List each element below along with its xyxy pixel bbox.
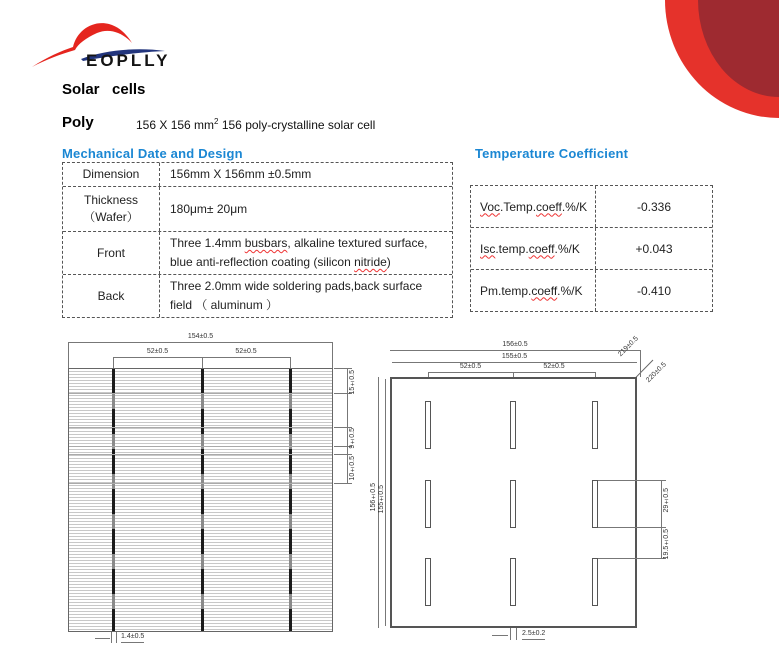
temperature-section-heading: Temperature Coefficient xyxy=(475,146,629,161)
dim-line xyxy=(390,350,640,351)
extension-line xyxy=(202,357,203,368)
mech-row-value xyxy=(160,275,452,317)
dim-line xyxy=(428,372,513,373)
value-line xyxy=(170,277,452,296)
busbar xyxy=(112,369,115,631)
back-pad-gap-label: 19.5±0.5 xyxy=(663,529,670,560)
subtitle-superscript: 2 xyxy=(214,117,219,126)
front-pitch-right-label: 52±0.5 xyxy=(235,348,257,355)
temperature-coefficient-table xyxy=(470,185,713,312)
mech-row-value xyxy=(160,187,452,231)
tick-line xyxy=(598,480,666,481)
value-line xyxy=(170,253,452,272)
extension-line xyxy=(111,632,112,643)
dim-line xyxy=(113,357,202,358)
soldering-pad xyxy=(592,558,598,606)
front-view-drawing xyxy=(55,333,367,653)
soldering-pad xyxy=(425,480,431,528)
text-segment: .%/K xyxy=(557,283,583,298)
temp-row-label xyxy=(471,228,596,269)
mech-row-label xyxy=(63,163,160,186)
label-line: Back xyxy=(97,288,125,303)
page-title: Solar cells xyxy=(62,81,146,98)
misspelled-word: coeff xyxy=(531,283,558,298)
company-logo xyxy=(25,5,185,77)
text-segment: 180μm± 20μm xyxy=(170,201,248,216)
temp-row-label xyxy=(471,270,596,311)
soldering-pad xyxy=(510,480,516,528)
tick-line xyxy=(334,483,352,484)
product-type-label: Poly xyxy=(62,114,94,131)
temp-row-value: -0.410 xyxy=(636,283,672,298)
misspelled-word: Voc xyxy=(480,199,501,214)
arrow-line xyxy=(95,638,110,639)
back-pitch-left-label: 52±0.5 xyxy=(459,363,482,370)
back-pad-length-label: 29±0.5 xyxy=(663,488,670,513)
subtitle-text-2: 156 poly-crystalline solar cell xyxy=(218,118,376,132)
back-pad-width-label: 2.5±0.2 xyxy=(522,630,545,640)
soldering-pad xyxy=(510,401,516,449)
back-print-width-label: 155±0.5 xyxy=(501,353,528,360)
back-total-height-label: 156±0.5 xyxy=(370,483,377,512)
busbar xyxy=(201,369,204,631)
mech-row-value xyxy=(160,232,452,274)
back-pitch-right-label: 52±0.5 xyxy=(543,363,565,370)
misspelled-word: coeff xyxy=(536,199,562,214)
text-segment: , alkaline textured surface, xyxy=(287,236,428,250)
value-line xyxy=(170,234,452,253)
front-pitch-left-label: 52±0.5 xyxy=(146,348,169,355)
temp-table-row xyxy=(471,227,712,269)
front-total-width-label: 154±0.5 xyxy=(187,333,214,340)
front-seg-b-label: 9±0.5 xyxy=(349,428,356,449)
dim-line xyxy=(347,368,348,483)
front-busbar-width-label: 1.4±0.5 xyxy=(121,633,144,643)
back-diagonal-a-label: 219±0.5 xyxy=(617,335,640,358)
extension-line xyxy=(510,628,511,640)
mech-table-row xyxy=(63,274,452,317)
mechanical-section-heading: Mechanical Date and Design xyxy=(62,146,243,161)
extension-line xyxy=(68,342,69,368)
mech-table-row xyxy=(63,163,452,186)
mech-table-row xyxy=(63,186,452,231)
temp-row-value: +0.043 xyxy=(635,241,673,256)
label-line: Thickness xyxy=(83,193,139,207)
misspelled-word: busbars xyxy=(244,236,288,250)
temp-row-value: -0.336 xyxy=(636,199,672,214)
extension-line xyxy=(640,350,641,377)
arrow-line xyxy=(492,635,508,636)
segment-band xyxy=(69,483,332,484)
text-segment: Pm.temp. xyxy=(480,283,532,298)
value-line xyxy=(170,165,452,184)
dim-line xyxy=(513,372,595,373)
back-diagonal-b-label: 220±0.5 xyxy=(645,361,668,384)
soldering-pad xyxy=(592,480,598,528)
segment-band xyxy=(69,393,332,394)
soldering-pad xyxy=(592,401,598,449)
soldering-pad xyxy=(425,401,431,449)
soldering-pad xyxy=(425,558,431,606)
misspelled-word: nitride xyxy=(354,255,387,269)
text-segment: .temp. xyxy=(495,241,529,256)
segment-band xyxy=(69,446,332,447)
value-line xyxy=(170,200,452,219)
front-seg-c-label: 10±0.5 xyxy=(349,456,356,481)
back-total-width-label: 156±0.5 xyxy=(502,341,528,348)
text-segment: .Temp. xyxy=(500,199,537,214)
label-line: Front xyxy=(96,245,125,260)
mechanical-data-table xyxy=(62,162,453,318)
misspelled-word: Isc xyxy=(480,241,496,256)
extension-line xyxy=(116,632,117,643)
value-line xyxy=(170,296,452,315)
extension-line xyxy=(113,357,114,368)
extension-line xyxy=(332,342,333,368)
temp-table-row xyxy=(471,186,712,227)
temp-row-label xyxy=(471,186,596,227)
logo-wordmark: EOPLLY xyxy=(86,51,171,70)
mech-row-label xyxy=(63,275,160,317)
dim-line xyxy=(68,342,333,343)
tick-line xyxy=(598,527,666,528)
extension-line xyxy=(516,628,517,640)
mech-table-row xyxy=(63,231,452,274)
text-segment: Three 2.0mm wide soldering pads,back surface xyxy=(170,279,423,293)
segment-band xyxy=(69,427,332,428)
mech-row-label xyxy=(63,232,160,274)
product-subtitle xyxy=(136,117,375,132)
dim-line xyxy=(661,480,662,558)
text-segment: 156mm X 156mm ±0.5mm xyxy=(170,167,312,181)
text-segment: Three 1.4mm xyxy=(170,236,245,250)
temp-table-row xyxy=(471,269,712,311)
tick-line xyxy=(598,558,666,559)
back-print-height-label: 155±0.5 xyxy=(378,485,385,514)
mech-row-label xyxy=(63,187,160,231)
subtitle-text: 156 X 156 mm xyxy=(136,118,215,132)
text-segment: blue anti-reflection coating (silicon xyxy=(170,255,355,269)
busbar xyxy=(289,369,292,631)
text-segment: .%/K xyxy=(561,199,588,214)
dim-line xyxy=(202,357,290,358)
label-line: Dimension xyxy=(82,167,140,181)
text-segment: field （ aluminum ） xyxy=(170,298,279,312)
segment-band xyxy=(69,454,332,455)
mech-row-value xyxy=(160,163,452,186)
text-segment: ) xyxy=(386,255,391,269)
soldering-pad xyxy=(510,558,516,606)
front-seg-a-label: 15±0.5 xyxy=(349,370,356,395)
label-line: （Wafer） xyxy=(83,210,139,224)
misspelled-word: coeff xyxy=(528,241,555,256)
extension-line xyxy=(290,357,291,368)
back-view-drawing xyxy=(370,333,715,653)
text-segment: .%/K xyxy=(554,241,580,256)
